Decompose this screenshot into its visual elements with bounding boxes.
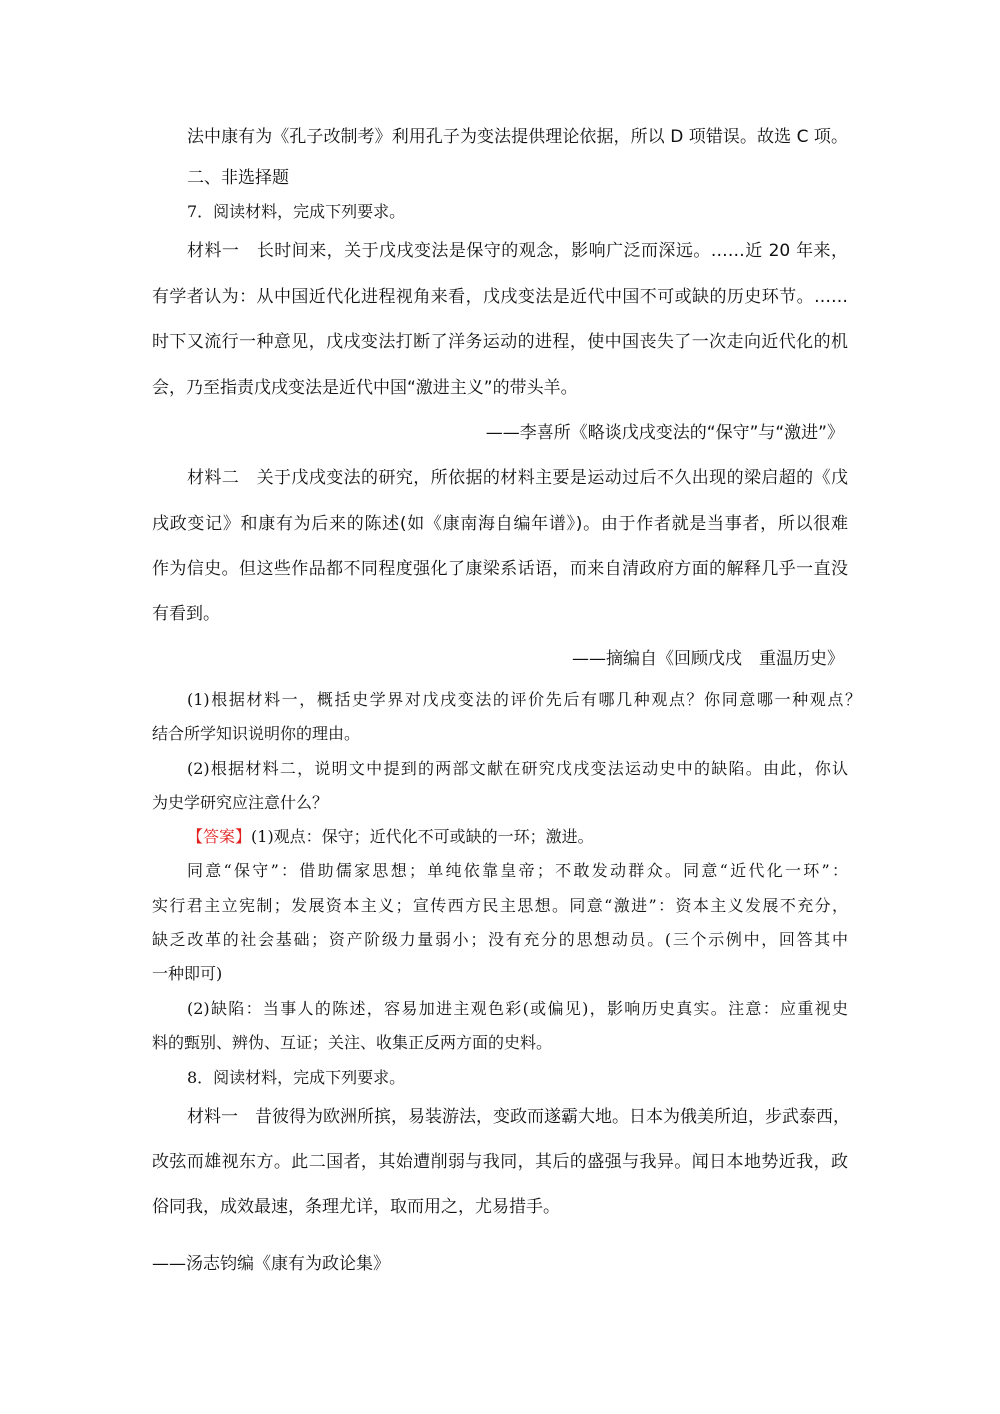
text-line: 有看到。 — [152, 604, 220, 624]
question-text: (2)根据材料二，说明文中提到的两部文献在研究戊戌变法运动史中的缺陷。由此，你认 — [187, 759, 848, 778]
text-line: 作为信史。但这些作品都不同程度强化了康梁系话语，而来自清政府方面的解释几乎一直没 — [152, 559, 848, 579]
text-line: 戌政变记》和康有为后来的陈述(如《康南海自编年谱》)。由于作者就是当事者，所以很难 — [152, 514, 848, 534]
text-line: 材料一 长时间来，关于戊戌变法是保守的观念，影响广泛而深远。……近 20 年来， — [187, 241, 848, 261]
question-text: (1)根据材料一，概括史学界对戊戌变法的评价先后有哪几种观点？你同意哪一种观点？ — [187, 690, 861, 709]
answer-text: (1)观点：保守；近代化不可或缺的一环；激进。 — [251, 827, 594, 846]
text-line: 会，乃至指责戊戌变法是近代中国“激进主义”的带头羊。 — [152, 378, 578, 398]
text-line: 材料二 关于戊戌变法的研究，所依据的材料主要是运动过后不久出现的梁启超的《戊 — [187, 468, 848, 488]
question-text: 结合所学知识说明你的理由。 — [152, 724, 361, 743]
answer-text: 同意“保守”：借助儒家思想；单纯依靠皇帝；不敢发动群众。同意“近代化一环”： — [187, 861, 848, 880]
question-title: 8．阅读材料，完成下列要求。 — [187, 1068, 406, 1087]
answer-text: (2)缺陷：当事人的陈述，容易加进主观色彩(或偏见)，影响历史真实。注意：应重视史 — [187, 999, 848, 1018]
text-line: 有学者认为：从中国近代化进程视角来看，戊戌变法是近代中国不可或缺的历史环节。…… — [152, 287, 848, 307]
answer-text: 实行君主立宪制；发展资本主义；宣传西方民主思想。同意“激进”：资本主义发展不充分， — [152, 896, 848, 915]
answer-line — [187, 824, 883, 850]
question-title: 7．阅读材料，完成下列要求。 — [187, 202, 406, 221]
answer-tag: 【答案】 — [187, 827, 252, 846]
text-line: 法中康有为《孔子改制考》利用孔子为变法提供理论依据，所以 D 项错误。故选 C 项。 — [187, 127, 848, 147]
source-attribution: ——摘编自《回顾戊戌 重温历史》 — [572, 649, 844, 669]
source-attribution: ——汤志钧编《康有为政论集》 — [152, 1254, 390, 1274]
text-line: 时下又流行一种意见，戊戌变法打断了洋务运动的进程，使中国丧失了一次走向近代化的机 — [152, 332, 848, 352]
answer-text: 缺乏改革的社会基础；资产阶级力量弱小；没有充分的思想动员。(三个示例中，回答其中 — [152, 930, 848, 949]
section-heading: 二、非选择题 — [187, 168, 289, 188]
text-line: 材料一 昔彼得为欧洲所摈，易装游法，变政而遂霸大地。日本为俄美所迫，步武泰西， — [187, 1107, 850, 1127]
text-line: 改弦而雄视东方。此二国者，其始遭削弱与我同，其后的盛强与我异。闻日本地势近我，政 — [152, 1152, 848, 1172]
text-line: 俗同我，成效最速，条理尤详，取而用之，尤易措手。 — [152, 1197, 560, 1217]
source-attribution: ——李喜所《略谈戊戌变法的“保守”与“激进”》 — [485, 423, 844, 443]
answer-text: 料的甄别、辨伪、互证；关注、收集正反两方面的史料。 — [152, 1033, 553, 1052]
answer-text: 一种即可) — [152, 964, 223, 983]
question-text: 为史学研究应注意什么？ — [152, 793, 329, 812]
